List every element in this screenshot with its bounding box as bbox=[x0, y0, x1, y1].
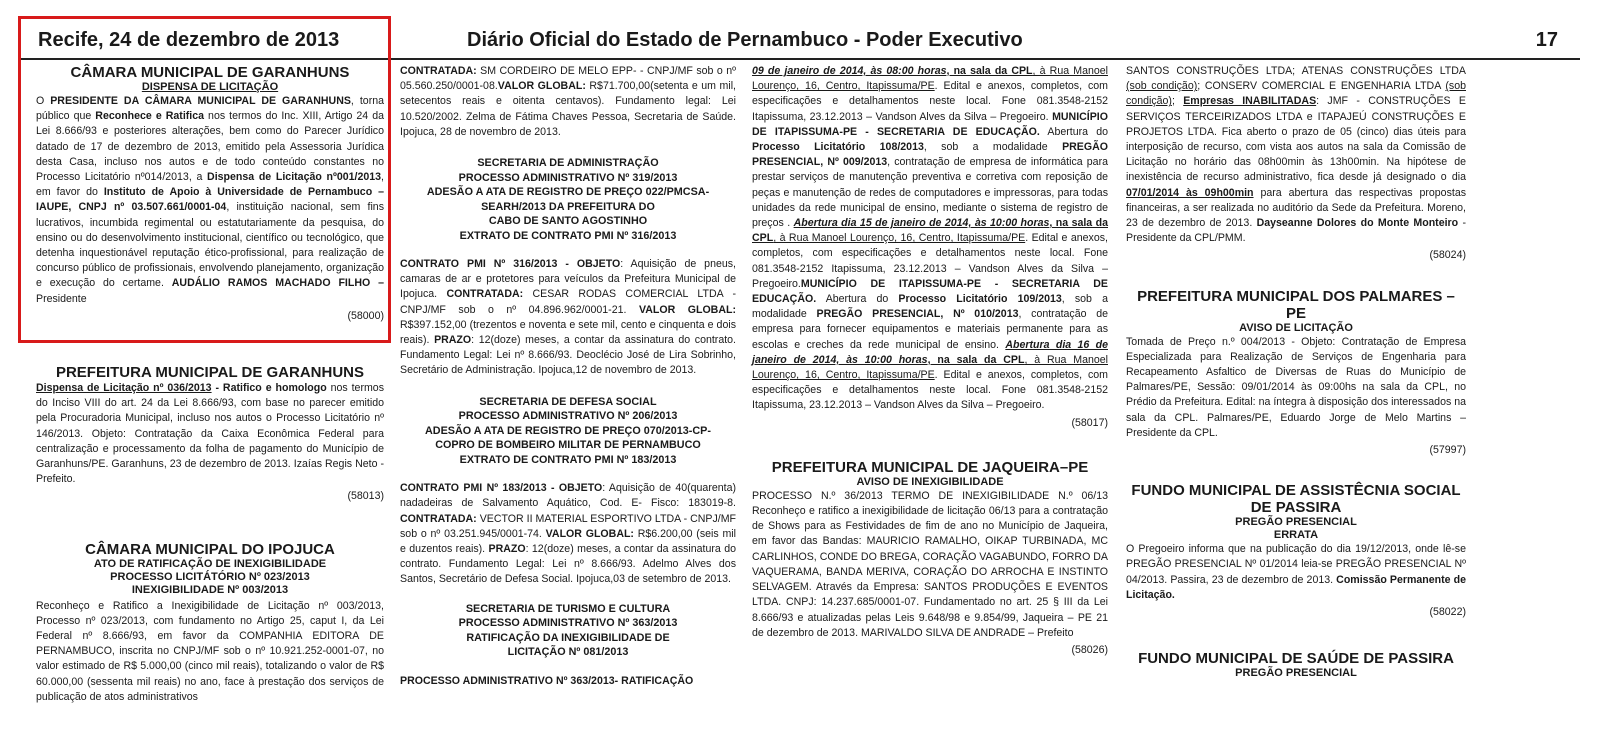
notice-subheading: DISPENSA DE LICITAÇÃO bbox=[141, 81, 279, 93]
notice-subheading: PREGÃO PRESENCIAL bbox=[1235, 667, 1357, 680]
notice-body: CONTRATO PMI Nº 316/2013 - OBJETO: Aquisição de pneus, camaras de ar e protetores para veículos da Prefeitura Municipal de Ipojuca. CONTRATADA: CESAR RODAS COMERCIAL LTDA - CNPJ/MF sob o nº 04.896.962/0001-21. VALOR GLOBAL: R$397.152,00 (trezentos e noventa e sete mil, cento e cinquenta e dois reais). PRAZO: 12(doze) meses, a contar da assinatura do contrato. Fundamento Legal: Lei nº 8.666/93. Deoclécio José de Lira Sobrinho, Secretário de Administração. Ipojuca,12 de novembro de 2013. bbox=[400, 258, 736, 377]
notice-body: O PRESIDENTE DA CÂMARA MUNICIPAL DE GARANHUNS, torna público que Reconhece e Ratifica nos termos do Inc. XIII, Artigo 24 da Lei 8.666/93 e posteriores alterações, bem como do Parecer Jurídico datado de 17 de dezembro de 2013, emitido pela Assessoria Jurídica desta Casa, incluso nos autos e de todo conteúdo constantes no Processo Licitatório nº014/2013, a Dispensa de Licitação nº001/2013, em favor do Instituto de Apoio à Universidade de Pernambuco – IAUPE, CNPJ nº 03.507.661/0001-04, instituição nacional, sem fins lucrativos, incumbida regimental ou estatutariamente da pesquisa, do ensino ou do desenvolvimento institucional, científico ou tecnológico, que detenha inquestionável reputação ético-profissional, para realização de concurso público de profissionais, envolvendo planejamento, organização e execução do certame. AUDÁLIO RAMOS MACHADO FILHO – Presidente bbox=[36, 95, 385, 305]
notice-prefeitura-jaqueira bbox=[752, 459, 1108, 658]
notice-subheading: AVISO DE LICITAÇÃO bbox=[1239, 321, 1353, 334]
header-title: Diário Oficial do Estado de Pernambuco - Poder Executivo bbox=[467, 29, 1023, 51]
column-1 bbox=[36, 64, 384, 705]
notice-body: CONTRATO PMI Nº 183/2013 - OBJETO: Aquisição de 40(quarenta) nadadeiras de Salvamento Aquático, Cod. E- Fisco: 183019-8. CONTRATADA: VECTOR II MATERIAL ESPORTIVO LTDA - CNPJ/MF sob o nº 03.251.945/0001-74. VALOR GLOBAL: R$6.200,00 (seis mil e duzentos reais). PRAZO: 12(doze) meses, a contar da assinatura do contrato. Fundamento Legal: Lei nº 8.666/93. Adelmo Alves dos Santos, Secretário de Defesa Social. Ipojuca,03 de setembro de 2013. bbox=[400, 482, 736, 586]
section-heading-administracao: SECRETARIA DE ADMINISTRAÇÃO PROCESSO ADMINISTRATIVO Nº 319/2013 ADESÃO A ATA DE REGISTRO DE PREÇO 022/PMCSA- SEARH/2013 DA PREFEITURA DO CABO DE SANTO AGOSTINHO EXTRATO DE CONTRATO PMI Nº 316/2013 bbox=[426, 157, 710, 242]
reference-number: (58022) bbox=[1429, 606, 1466, 619]
reference-number: (58013) bbox=[347, 490, 384, 503]
notice-body: PROCESSO N.º 36/2013 TERMO DE INEXIGIBILIDADE N.º 06/13 Reconheço e ratifico a inexigibilidade de licitação 06/13 para a contratação de Shows para as Festividades de fim de ano no Município de Jaqueira, em favor das Bandas: MAURICIO RAMALHO, OIKAP TURBINADA, MC CARLINHOS, CONDE DO BREGA, CORAÇÃO VAGABUNDO, FORRO DA VAQUERAMA, BANDA MERIVA, CORAÇÃO DO ARROCHA E INSTINTO SELVAGEM. Através da Empresa: SANTOS PRODUÇÕES E EVENTOS LTDA. CNPJ: 14.237.685/0001-07. Fundamentado no art. 25 § III da Lei 8.666/93 e atualizadas pelas Leis 9.648/98 e 9.854/99, Jaqueira – PE 21 de dezembro de 2013. MARIVALDO SILVA DE ANDRADE – Prefeito bbox=[752, 489, 1108, 639]
notice-heading: FUNDO MUNICIPAL DE ASSISTÊCNIA SOCIAL DE PASSIRA bbox=[1131, 482, 1461, 517]
notice-heading: PREFEITURA MUNICIPAL DE JAQUEIRA–PE bbox=[771, 458, 1089, 476]
notice-body-itapissuma: 09 de janeiro de 2014, às 08:00 horas, na sala da CPL, à Rua Manoel Lourenço, 16, Centro, Itapissuma/PE. Edital e anexos, completos, com especificações e detalhamentos neste local. Fone 081.3548-2152 Itapissuma, 23.12.2013 – Vandson Alves da Silva – Pregoeiro. MUNICÍPIO DE ITAPISSUMA-PE - SECRETARIA DE EDUCAÇÃO. Abertura do Processo Licitatório 108/2013, sob a modalidade PREGÃO PRESENCIAL, Nº 009/2013, contratação de empresa de informática para prestar serviços de manutenção preventiva e corretiva com reposição de peças e manutenção de redes de computadores e impressoras, para todas unidades da rede municipal de ensino, mediante o sistema de registro de preços . Abertura dia 15 de janeiro de 2014, às 10:00 horas, na sala da CPL, à Rua Manoel Lourenço, 16, Centro, Itapissuma/PE. Edital e anexos, completos, com especificações e detalhamentos neste local. Fone 081.3548-2152 Itapissuma, 23.12.2013 – Vandson Alves da Silva – Pregoeiro.MUNICÍPIO DE ITAPISSUMA-PE - SECRETARIA DE EDUCAÇÃO. Abertura do Processo Licitatório 109/2013, sob a modalidade PREGÃO PRESENCIAL, Nº 010/2013, contratação de empresa para fornecer equipamentos e materiais permanente para as escolas e creches da rede municipal de ensino. Abertura dia 16 de janeiro de 2014, às 10:00 horas, na sala da CPL, à Rua Manoel Lourenço, 16, Centro, Itapissuma/PE. Edital e anexos, completos, com especificações e detalhamentos neste local. Fone 081.3548-2152 Itapissuma, 23.12.2013 – Vandson Alves da Silva – Pregoeiro. bbox=[752, 65, 1109, 412]
notice-heading: FUNDO MUNICIPAL DE SAÚDE DE PASSIRA bbox=[1138, 650, 1454, 668]
notice-camara-garanhuns bbox=[36, 64, 384, 324]
notice-prefeitura-garanhuns bbox=[36, 364, 384, 505]
notice-body: Reconheço e Ratifico a Inexigibilidade de Licitação nº 003/2013, Processo nº 023/2013, com fundamento no Artigo 25, caput I, da Lei Federal nº 8.666/93, em favor da COMPANHIA EDITORA DE PERNAMBUCO, inscrita no CNPJ/MF sob o nº 10.921.252-0001-07, no valor estimado de R$ 5.000,00 (cinco mil reais), totalizando o valor de R$ 60.000,00 (sessenta mil reais) no ano, face à prestação dos serviços de publicação de atos administrativos bbox=[36, 599, 384, 703]
notice-body: Dispensa de Licitação nº 036/2013 - Ratifico e homologo nos termos do Inciso VIII do art. 24 da Lei 8.666/93, com base no parecer emitido pela Procuradoria Municipal, incluso nos autos o Processo Licitatório nº 146/2013. Objeto: Contratação da Caixa Econômica Federal para centralização e processamento da folha de pagamento do Município de Garanhuns/PE. Garanhuns, 23 de dezembro de 2013. Izaías Regis Neto - Prefeito. bbox=[36, 382, 384, 486]
reference-number: (58000) bbox=[347, 309, 384, 322]
notice-fundo-assistencia-passira bbox=[1126, 482, 1466, 620]
notice-body: O Pregoeiro informa que na publicação do dia 19/12/2013, onde lê-se PREGÃO PRESENCIAL Nº 01/2014 leia-se PREGÃO PRESENCIAL Nº 04/2013. Passira, 23 de dezembro de 2013. Comissão Permanente de Licitação. bbox=[1126, 543, 1467, 601]
notice-heading: PREFEITURA MUNICIPAL DE GARANHUNS bbox=[55, 364, 365, 382]
page-number: 17 bbox=[1535, 29, 1558, 51]
notice-subheading: PROCESSO LICITÁTÓRIO Nº 023/2013 bbox=[110, 570, 310, 583]
column-2 bbox=[400, 64, 736, 689]
notice-subheading: PREGÃO PRESENCIAL bbox=[1235, 516, 1357, 529]
reference-number: (58026) bbox=[1071, 643, 1108, 656]
notice-heading: PREFEITURA MUNICIPAL DOS PALMARES – PE bbox=[1137, 287, 1455, 322]
reference-number: (58017) bbox=[1071, 416, 1108, 429]
notice-subheading: AVISO DE INEXIGIBILIDADE bbox=[856, 475, 1004, 488]
notice-prefeitura-palmares bbox=[1126, 288, 1466, 459]
notice-body-moreno: SANTOS CONSTRUÇÕES LTDA; ATENAS CONSTRUÇÕES LTDA (sob condição); CONSERV COMERCIAL E ENGENHARIA LTDA (sob condição); Empresas INABILITADAS: JMF - CONSTRUÇÕES E SERVIÇOS TERCEIRIZADOS LTDA e ITAPAJEÚ CONSTRUÇÕES E PROJETOS LTDA. Fica aberto o prazo de 05 (cinco) dias úteis para interposição de recurso, com vista aos autos na sala da Comissão de Licitação no horário das 08h00min às 13h00min. Na hipótese de inexistência de recurso administrativo, fica desde já designado o dia 07/01/2014 às 09h00min para abertura das respectivas propostas financeiras, a ser realizada no auditório da Sede da Prefeitura. Moreno, 23 de dezembro de 2013. Dayseanne Dolores do Monte Monteiro - Presidente da CPL/PMM. bbox=[1126, 65, 1467, 245]
notice-camara-ipojuca bbox=[36, 541, 384, 705]
notice-subheading: ERRATA bbox=[1273, 529, 1319, 542]
section-heading-turismo: SECRETARIA DE TURISMO E CULTURA PROCESSO ADMINISTRATIVO Nº 363/2013 RATIFICAÇÃO DA INEXIGIBILIDADE DE LICITAÇÃO Nº 081/2013 bbox=[458, 602, 678, 659]
notice-fundo-saude-passira bbox=[1126, 650, 1466, 680]
reference-number: (57997) bbox=[1429, 444, 1466, 457]
notice-subheading: ATO DE RATIFICAÇÃO DE INEXIGIBILIDADE bbox=[93, 557, 327, 570]
notice-body: Tomada de Preço n.º 004/2013 - Objeto: Contratação de Empresa Especializada para Realização de Serviços de Engenharia para Recapeamento Asfaltico de Diversas de Ruas do Município de Palmares/PE, Sessão: 09/01/2014 às 09:00hs na sala da CPL, no Prédio da Prefeitura. Edital: na íntegra à disposição dos interessados na sala da CPL. Palmares/PE, Eduardo Jorge de Melo Martins – Presidente da CPL. bbox=[1126, 335, 1466, 439]
notice-heading: CÂMARA MUNICIPAL DE GARANHUNS bbox=[70, 64, 350, 81]
header-date: Recife, 24 de dezembro de 2013 bbox=[38, 29, 340, 51]
page-header bbox=[20, 20, 1580, 60]
notice-heading: CÂMARA MUNICIPAL DO IPOJUCA bbox=[85, 540, 335, 558]
column-4 bbox=[1126, 64, 1466, 680]
notice-subheading: INEXIGIBILIDADE Nº 003/2013 bbox=[131, 583, 289, 596]
notice-body: CONTRATADA: SM CORDEIRO DE MELO EPP- - CNPJ/MF sob o nº 05.560.250/0001-08.VALOR GLOBAL: R$71.700,00(setenta e um mil, setecentos reais e oitenta centavos). Fundamento legal: Lei 10.520/2002. Zelma de Fátima Chaves Pessoa, Secretaria de Saúde. Ipojuca, 28 de novembro de 2013. bbox=[400, 65, 736, 138]
notice-body: PROCESSO ADMINISTRATIVO Nº 363/2013- RATIFICAÇÃO bbox=[400, 674, 694, 687]
section-heading-defesa-social: SECRETARIA DE DEFESA SOCIAL PROCESSO ADMINISTRATIVO Nº 206/2013 ADESÃO A ATA DE REGISTRO DE PREÇO 070/2013-CP- COPRO DE BOMBEIRO MILITAR DE PERNAMBUCO EXTRATO DE CONTRATO PMI Nº 183/2013 bbox=[425, 395, 711, 466]
reference-number: (58024) bbox=[1429, 249, 1466, 262]
column-3 bbox=[752, 64, 1108, 658]
